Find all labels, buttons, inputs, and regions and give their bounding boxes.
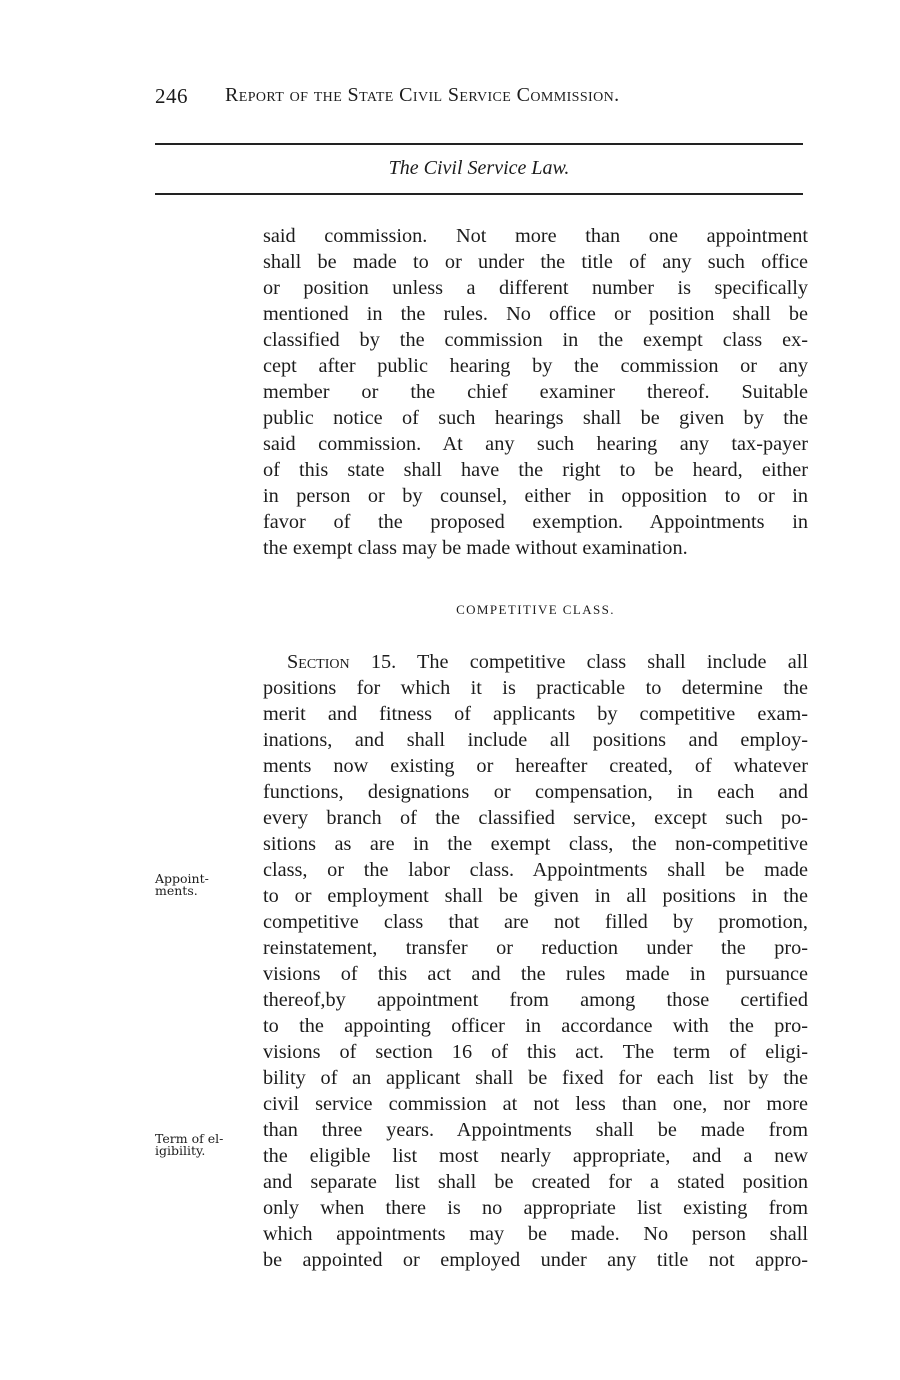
section-label: Section [287, 651, 350, 673]
text-line: thereof,by appointment from among those certified [263, 989, 808, 1011]
paragraph-exempt-class [263, 223, 808, 561]
text-line: the exempt class may be made without examination. [263, 537, 688, 559]
text-line: only when there is no appropriate list existing from [263, 1197, 808, 1219]
text-line: which appointments may be made. No person shall [263, 1223, 808, 1245]
top-rule [155, 143, 803, 145]
competitive-class-heading: COMPETITIVE CLASS. [456, 602, 615, 617]
page-number: 246 [155, 84, 188, 108]
text-line: positions for which it is practicable to determine the [263, 677, 808, 699]
text-line: to the appointing officer in accordance with the pro- [263, 1015, 808, 1037]
text-line: than three years. Appointments shall be made from [263, 1119, 808, 1141]
text-line: shall be made to or under the title of any such office [263, 251, 808, 273]
text-line: competitive class that are not filled by promotion, [263, 911, 808, 933]
text-line: of this state shall have the right to be heard, either [263, 459, 808, 481]
text-line: civil service commission at not less than one, nor more [263, 1093, 808, 1115]
text-line: in person or by counsel, either in opposition to or in [263, 485, 808, 507]
text-line: said commission. Not more than one appointment [263, 225, 808, 247]
bottom-rule [155, 193, 803, 195]
text-line: visions of section 16 of this act. The term of eligi- [263, 1041, 808, 1063]
paragraph-section-15 [263, 649, 808, 1273]
text-line: sitions as are in the exempt class, the non-competitive [263, 833, 808, 855]
text-line: and separate list shall be created for a stated position [263, 1171, 808, 1193]
text-line: public notice of such hearings shall be given by the [263, 407, 808, 429]
margin-note-line: Appoint- [155, 871, 209, 886]
margin-note-term-of-eligibility [155, 1133, 245, 1157]
section-15-opening: 15. The competitive class shall include all [349, 651, 808, 673]
running-head [155, 84, 805, 114]
text-line: favor of the proposed exemption. Appointments in [263, 511, 808, 533]
section-title: The Civil Service Law. [388, 157, 570, 179]
margin-note-line: Term of el- [155, 1131, 224, 1146]
text-line: ments now existing or hereafter created, of whatever [263, 755, 808, 777]
text-line: or position unless a different number is specifically [263, 277, 808, 299]
text-line: class, or the labor class. Appointments shall be made [263, 859, 808, 881]
text-line: reinstatement, transfer or reduction under the pro- [263, 937, 808, 959]
text-line: merit and fitness of applicants by competitive exam- [263, 703, 808, 725]
text-line-first [263, 649, 808, 675]
text-line: every branch of the classified service, except such po- [263, 807, 808, 829]
margin-note-line: igibility. [155, 1143, 206, 1158]
margin-note-line: ments. [155, 883, 198, 898]
text-line: the eligible list most nearly appropriate, and a new [263, 1145, 808, 1167]
text-line: cept after public hearing by the commission or any [263, 355, 808, 377]
text-line: member or the chief examiner thereof. Suitable [263, 381, 808, 403]
text-line: functions, designations or compensation, in each and [263, 781, 808, 803]
text-line: mentioned in the rules. No office or position shall be [263, 303, 808, 325]
report-title: Report of the State Civil Service Commission. [225, 84, 620, 106]
text-line: classified by the commission in the exempt class ex- [263, 329, 808, 351]
text-line: visions of this act and the rules made in pursuance [263, 963, 808, 985]
text-line: said commission. At any such hearing any tax-payer [263, 433, 808, 455]
text-line: to or employment shall be given in all positions in the [263, 885, 808, 907]
text-line: inations, and shall include all positions and employ- [263, 729, 808, 751]
text-line: be appointed or employed under any title not appro- [263, 1249, 808, 1271]
margin-note-appointments [155, 873, 245, 897]
text-line: bility of an applicant shall be fixed for each list by the [263, 1067, 808, 1089]
